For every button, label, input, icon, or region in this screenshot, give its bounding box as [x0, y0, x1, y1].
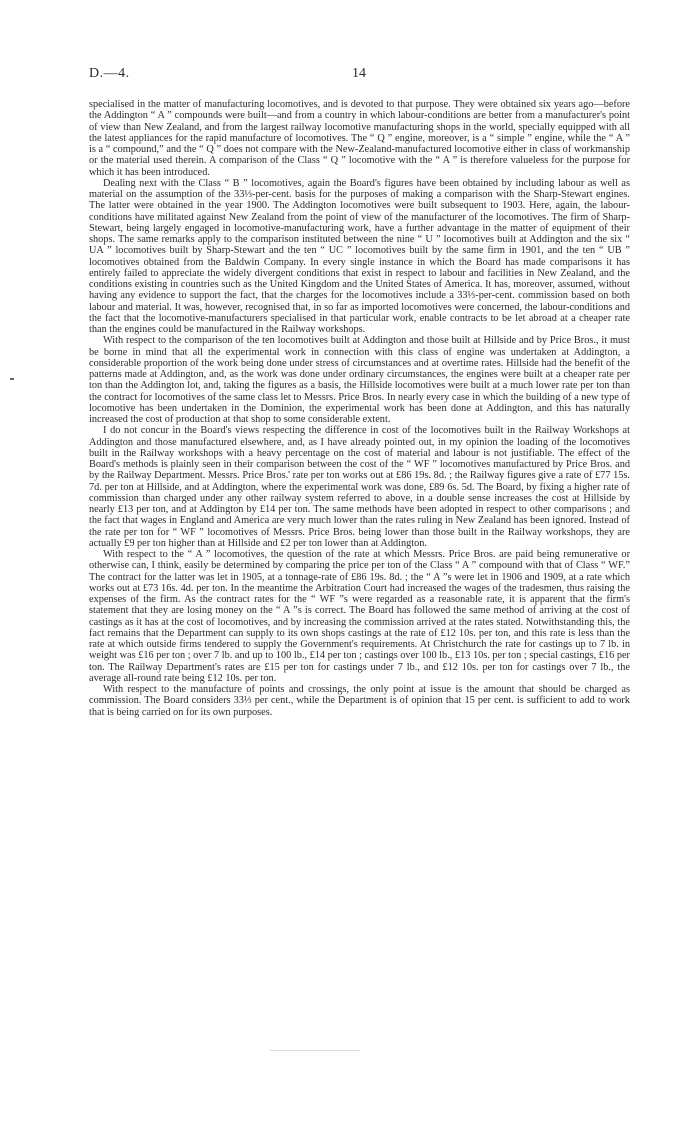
page-header — [89, 66, 629, 86]
page-number: 14 — [352, 66, 366, 81]
paragraph-a-locomotives: With respect to the “ A ” locomotives, the question of the rate at which Messrs. Price Bros. are paid being remunerative or otherwise can, I think, easily be determined by comparing the price per ton of the Class “ A ” compound with that of Class “ WF.” The contract for the latter was let in 1905, at a tonnage-rate of £86 19s. 8d. ; the “ A ”s were let in 1906 and 1909, at a rate which works out at £73 16s. 4d. per ton. In the meantime the Arbitration Court had increased the wages of the tradesmen, thus raising the expenses of the firm. As the contract rates for the “ WF ”s were regarded as a reasonable rate, it is apparent that the firm's statement that they are losing money on the “ A ”s is correct. The Board has followed the same method of arriving at the cost of castings as it has at the cost of locomotives, and by increasing the commission arrived at the rates stated. Notwithstanding this, the fact remains that the Department can supply to its own shops castings at the rate of £12 10s. per ton, and this rate is less than the rate at which outside firms tendered to supply the Government's requirements. At Christchurch the rate for castings up to 7 lb. in weight was £16 per ton ; over 7 lb. and up to 100 lb., £14 per ton ; castings over 100 lb., £13 10s. per ton ; special castings, £16 per ton. The Railway Department's rates are £15 per ton for castings under 7 lb., and £12 10s. per ton for castings over 7 lb., the average all-round rate being £12 10s. per ton. — [89, 549, 630, 684]
document-reference: D.—4. — [89, 66, 130, 81]
paragraph-board-views: I do not concur in the Board's views respecting the difference in cost of the locomotives built in the Railway Workshops at Addington and those manufactured elsewhere, and, as I have already pointed out, in my opinion the loading of the locomotives built in the Railway workshops with a heavy percentage on the cost of material and labour is not justifiable. The effect of the Board's methods is plainly seen in their comparison between the cost of the “ WF ” locomotives manufactured by Price Bros. and by the Railway Department. Messrs. Price Bros.' rate per ton works out at £86 19s. 8d. ; the Railway figures give a rate of £77 15s. 7d. per ton at Hillside, and at Addington, where the experimental work was done, £89 6s. 5d. The Board, by fixing a higher rate of commission than charged under any other railway system referred to above, in a double sense increases the cost at Hillside by nearly £13 per ton, and at Addington by £14 per ton. The same methods have been adopted in respect to other comparisons ; and the fact that wages in England and America are very much lower than the rates ruling in New Zealand has been ignored. Instead of the rate per ton for “ WF ” locomotives of Messrs. Price Bros. being lower than those built in the Railway workshops, they are actually £9 per ton higher than at Hillside and £2 per ton lower than at Addington. — [89, 425, 630, 549]
footer-rule — [270, 1050, 360, 1051]
paragraph-addington-hillside: With respect to the comparison of the ten locomotives built at Addington and those built at Hillside and by Price Bros., it must be borne in mind that all the experimental work in connection with this class of engine was undertaken at Addington, a considerable proportion of the work being done under stress of circumstances and at overtime rates. Hillside had the benefit of the patterns made at Addington, and, as the work was done under ordinary circumstances, the engines were built at a cheaper rate per ton than the Addington lot, and, taking the figures as a basis, the Hillside locomotives were built at a much lower rate per ton than the contract for locomotives of the same class let to Messrs. Price Bros. In nearly every case in which the building of a new type of locomotive has been undertaken in the Dominion, the experimental work has been done at Addington, and this has naturally increased the cost of production at that shop to some considerable extent. — [89, 335, 630, 425]
margin-mark — [10, 378, 14, 380]
paragraph-continuation: specialised in the matter of manufacturing locomotives, and is devoted to that purpose. They were obtained six years ago—before the Addington “ A ” compounds were built—and from a country in which labour-conditions are better from a manufacturer's point of view than New Zealand, and from the largest railway locomotive manufacturing shops in the world, specially equipped with all the latest appliances for the rapid manufacture of locomotives. The “ Q ” engine, moreover, is a “ simple ” engine, while the “ A ” is a “ compound,” and the “ Q ” does not compare with the New-Zealand-manufactured locomotive either in class of workmanship or the material used therein. A comparison of the Class “ Q ” locomotive with the “ A ” is therefore valueless for the purpose for which it has been introduced. — [89, 99, 630, 178]
body-text — [89, 99, 630, 718]
paragraph-points-crossings: With respect to the manufacture of points and crossings, the only point at issue is the amount that should be charged as commission. The Board considers 33⅓ per cent., while the Department is of opinion that 15 per cent. is sufficient to add to work that is being carried on for its own purposes. — [89, 684, 630, 718]
paragraph-class-b-locomotives: Dealing next with the Class “ B ” locomotives, again the Board's figures have been obtained by including labour as well as material on the assumption of the 33⅓-per-cent. basis for the purposes of making a comparison with the Sharp-Stewart engines. The latter were obtained in the year 1900. The Addington locomotives were built subsequent to 1903. Here, again, the labour-conditions have militated against New Zealand from the point of view of the manufacturer of the locomotives. The firm of Sharp-Stewart, being largely engaged in locomotive-manufacturing work, have a further advantage in the matter of equipment of their shops. The same remarks apply to the comparison instituted between the nine “ U ” locomotives built at Addington and the six “ UA ” locomotives built by Sharp-Stewart and the ten “ UC ” locomotives built by the same firm in 1901, and the ten “ UB ” locomotives obtained from the Baldwin Company. In every single instance in which the Board has made comparisons it has entirely failed to appreciate the widely divergent conditions that exist in respect to labour and facilities in New Zealand, and the conditions existing in countries such as the United Kingdom and the United States of America. It has, moreover, assumed, without having any evidence to support the fact, that the charges for the locomotives include a 33⅓-per-cent. commission based on both labour and material. It was, however, recognised that, in so far as imported locomotives were concerned, the labour-conditions and the fact that the locomotive-manufacturers specialised in that particular work, enable contracts to be let abroad at a cheaper rate than the engines could be manufactured in the Railway workshops. — [89, 177, 630, 335]
